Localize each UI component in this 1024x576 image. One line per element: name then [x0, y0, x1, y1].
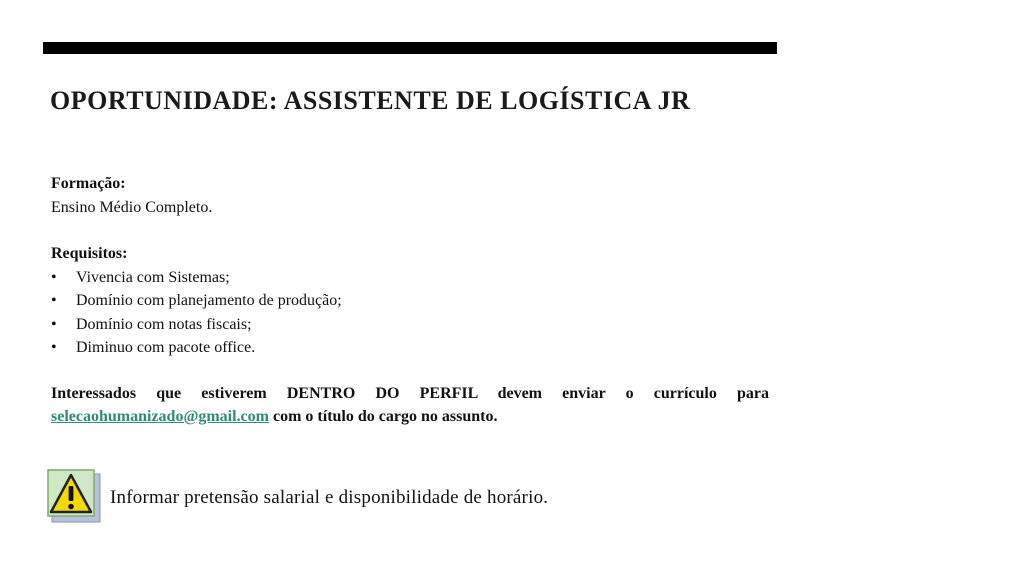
list-item	[51, 313, 769, 337]
notice-text-end: com o título do cargo no assunto.	[268, 408, 498, 425]
notice-text: Interessados que estiverem DENTRO DO PERFIL devem enviar o currículo para	[51, 384, 769, 402]
list-item	[51, 289, 769, 313]
top-rule	[43, 42, 777, 54]
bullet: •	[51, 268, 57, 286]
application-notice	[51, 382, 769, 429]
warning-text: Informar pretensão salarial e disponibilidade de horário.	[110, 487, 549, 508]
formacao-label: Formação:	[51, 175, 126, 192]
requisitos-list	[51, 266, 769, 360]
formacao-value: Ensino Médio Completo.	[51, 198, 213, 216]
email-link[interactable]: selecaohumanizado@gmail.com	[51, 408, 269, 425]
spacer	[51, 219, 769, 242]
list-item-text: Domínio com planejamento de produção;	[76, 292, 342, 309]
requisitos-label: Requisitos:	[51, 245, 128, 262]
page-title: OPORTUNIDADE: ASSISTENTE DE LOGÍSTICA JR	[50, 86, 691, 115]
list-item-text: Vivencia com Sistemas;	[76, 268, 230, 286]
list-item-text: Domínio com notas fiscais;	[76, 315, 252, 333]
job-details	[51, 172, 769, 429]
warning-icon	[46, 468, 102, 524]
bullet: •	[51, 315, 57, 333]
list-item	[51, 336, 769, 360]
warning-row	[46, 468, 548, 524]
list-item	[51, 266, 769, 290]
list-item-text: Diminuo com pacote office.	[76, 339, 256, 356]
bullet: •	[51, 339, 57, 356]
bullet: •	[51, 292, 57, 309]
